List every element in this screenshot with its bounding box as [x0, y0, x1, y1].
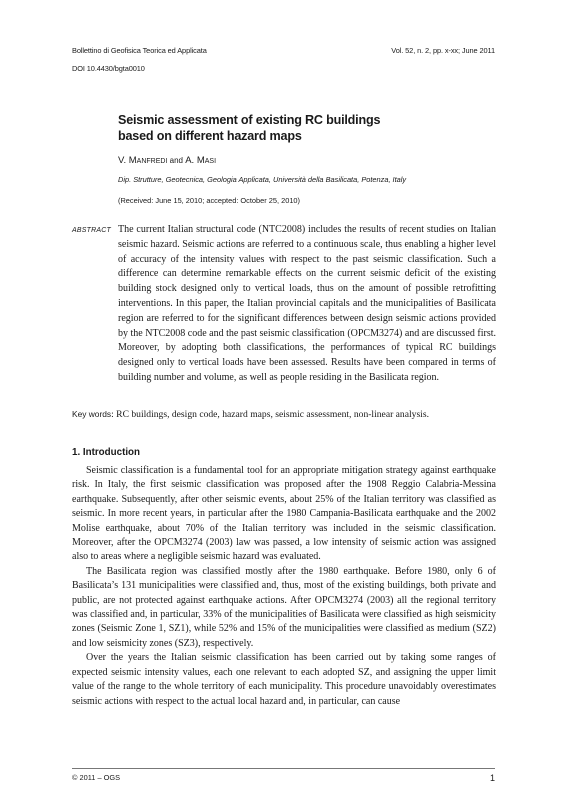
journal-name: Bollettino di Geofisica Teorica ed Applicata [72, 46, 207, 55]
paragraph: The Basilicata region was classified mostly after the 1980 earthquake. Before 1980, only 6 of Basilicata’s 131 municipalities were classified and, thus, most of the existing buildings, both private and public, are not protected against earthquake actions. After OPCM3274 (2003) all the regional territory was classified and, in particular, 33% of the municipalities of Basilicata were classified as high seismicity zones (Seismic Zone 1, SZ1), while 52% and 15% of the municipalities were classified as medium (SZ2) and low seismicity zones (SZ3), respectively. [72, 565, 496, 649]
author-1-surname: anfredi [136, 155, 168, 166]
page-number: 1 [489, 773, 495, 783]
doi: DOI 10.4430/bgta0010 [72, 64, 145, 73]
page-footer [72, 773, 495, 783]
title-line-2: based on different hazard maps [118, 129, 302, 143]
authors [118, 155, 216, 166]
section-body [72, 464, 496, 709]
author-1-initial: V. M [118, 155, 137, 166]
received-dates: (Received: June 15, 2010; accepted: October 25, 2010) [118, 196, 301, 205]
affiliation: Dip. Strutture, Geotecnica, Geologia Applicata, Università della Basilicata, Potenza, Italy [118, 175, 407, 184]
abstract-text: The current Italian structural code (NTC2008) includes the results of recent studies on Italian seismic hazard. Seismic actions are referred to a continuous scale, thus enabling a higher level of accuracy of the intensity values with respect to the past seismic classification. Such a difference can determine remarkable effects on the current seismic deficit of the existing building stock designed only to vertical loads, thus on the amount of possible retrofitting interventions. In this paper, the Italian provincial capitals and the municipalities of Basilicata region are referred to for the significant differences between design seismic actions provided by the NTC2008 code and the past seismic classification (OPCM3274) and are discussed first. Moreover, by adopting both classifications, the performances of typical RC buildings designed only to vertical loads have been assessed. Results have been compared in terms of building number and volume, as well as people residing in the Basilicata region. [118, 224, 496, 383]
paragraph: Seismic classification is a fundamental tool for an appropriate mitigation strategy against earthquake risk. In Italy, the first seismic classification was proposed after the 1908 Reggio Calabria-Messina earthquake. Subsequently, after other seismic events, about 25% of the Italian territory was classified as seismic. In more recent years, in particular after the 1980 Campania-Basilicata earthquake and the 2002 Molise earthquake, about 70% of the Italian territory was included in the seismic classification. Moreover, after the OPCM3274 (2003) law was passed, a low intensity of seismic action was assigned also to areas where a negligible seismic hazard was evaluated. [72, 465, 496, 563]
author-2-initial: A. M [185, 155, 205, 166]
keywords-label: Key words [72, 409, 112, 419]
section-heading: 1. Introduction [72, 447, 141, 458]
author-2-surname: asi [204, 155, 217, 166]
footer-rule [72, 768, 495, 769]
keywords-text: : RC buildings, design code, hazard maps, seismic assessment, non-linear analysis. [111, 409, 429, 420]
abstract-label: ABSTRACT [72, 227, 111, 234]
keywords [72, 408, 502, 421]
article-title [118, 112, 448, 144]
title-line-1: Seismic assessment of existing RC buildings [118, 113, 381, 127]
running-header [72, 46, 495, 55]
author-connector: and [167, 156, 186, 165]
issue-info: Vol. 52, n. 2, pp. x-xx; June 2011 [391, 46, 495, 55]
copyright: © 2011 – OGS [72, 773, 121, 782]
paragraph: Over the years the Italian seismic classification has been carried out by taking some ranges of expected seismic intensity values, each one relevant to each adopted SZ, and assigning the upper limit value of the range to the whole territory of each municipality. This procedure unavoidably overestimates seismic actions with respect to the actual local hazard and, in particular, can cause [72, 652, 496, 707]
